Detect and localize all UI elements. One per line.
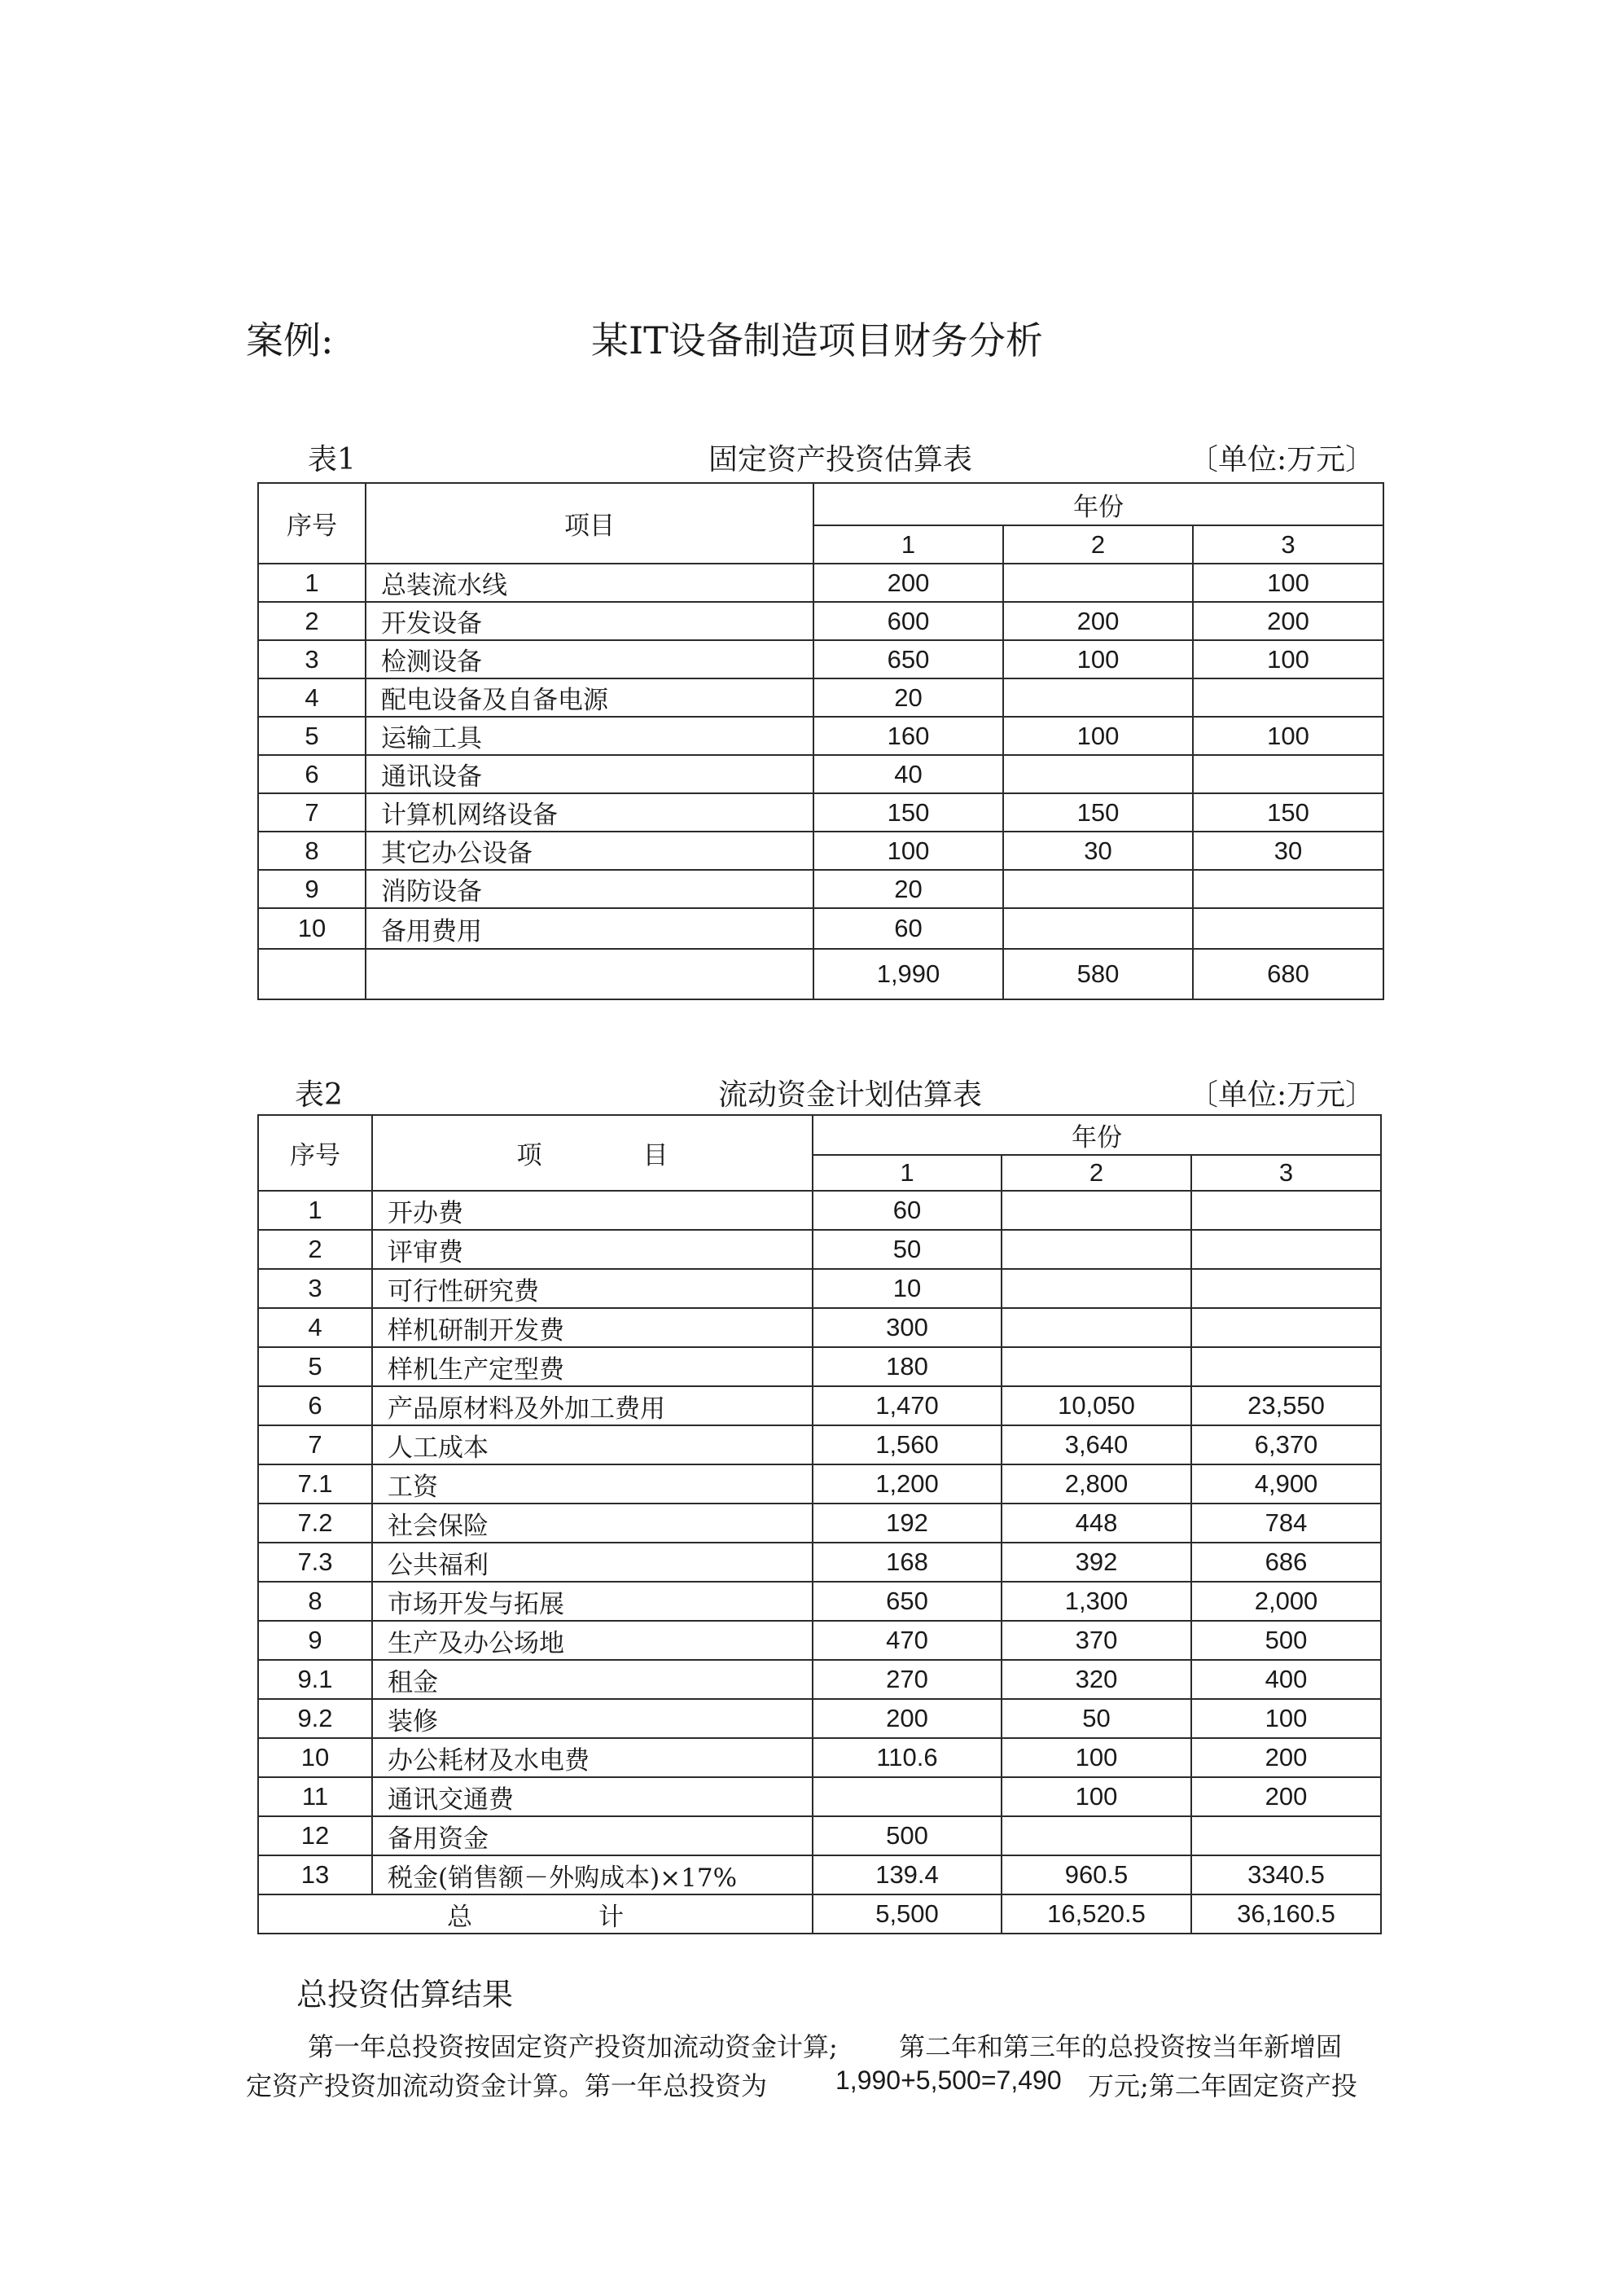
header-year-2: 2 [1002, 1155, 1191, 1191]
table-row [258, 1464, 1381, 1504]
row-year-1: 1,470 [813, 1386, 1002, 1425]
row-year-3: 6,370 [1191, 1425, 1381, 1464]
row-year-2 [1002, 1347, 1191, 1386]
row-seq: 1 [258, 564, 366, 602]
row-year-2 [1003, 755, 1193, 793]
row-seq: 4 [258, 678, 366, 717]
row-year-2: 30 [1003, 832, 1193, 870]
row-year-3 [1191, 1269, 1381, 1308]
row-year-2: 960.5 [1002, 1855, 1191, 1894]
row-year-3: 784 [1191, 1504, 1381, 1543]
row-seq: 13 [258, 1855, 372, 1894]
row-year-2: 100 [1002, 1777, 1191, 1816]
row-year-2: 448 [1002, 1504, 1191, 1543]
row-seq: 12 [258, 1816, 372, 1855]
row-year-3: 400 [1191, 1660, 1381, 1699]
table2-title: 流动资金计划估算表 [718, 1078, 983, 1112]
row-year-2 [1003, 870, 1193, 908]
summary-line2-part1: 定资产投资加流动资金计算。第一年总投资为 [246, 2070, 768, 2101]
summary-heading: 总投资估算结果 [296, 1977, 514, 2013]
total-year-1: 5,500 [813, 1894, 1002, 1934]
table-row [258, 640, 1383, 678]
row-year-1: 100 [813, 832, 1003, 870]
row-year-1: 650 [813, 1582, 1002, 1621]
table-row [258, 1582, 1381, 1621]
row-year-1: 650 [813, 640, 1003, 678]
header-year-3: 3 [1191, 1155, 1381, 1191]
header-seq: 序号 [258, 483, 366, 564]
table2-label: 表2 [295, 1078, 343, 1112]
row-year-3: 200 [1193, 602, 1383, 640]
table-row [258, 793, 1383, 832]
table-row [258, 1347, 1381, 1386]
row-seq: 3 [258, 640, 366, 678]
row-year-3 [1193, 908, 1383, 949]
row-year-3: 200 [1191, 1777, 1381, 1816]
row-seq: 9.1 [258, 1660, 372, 1699]
row-seq: 10 [258, 1738, 372, 1777]
row-item: 通讯设备 [366, 755, 813, 793]
total-year-2: 580 [1003, 949, 1193, 999]
row-year-3: 100 [1191, 1699, 1381, 1738]
row-year-1: 150 [813, 793, 1003, 832]
row-item: 办公耗材及水电费 [372, 1738, 813, 1777]
table-row [258, 1308, 1381, 1347]
row-year-1: 50 [813, 1230, 1002, 1269]
row-seq: 6 [258, 755, 366, 793]
total-row [258, 949, 1383, 999]
table-row [258, 1386, 1381, 1425]
fixed-asset-table [257, 482, 1384, 1000]
table-row [258, 1269, 1381, 1308]
row-year-1: 20 [813, 870, 1003, 908]
row-item: 配电设备及自备电源 [366, 678, 813, 717]
header-year: 年份 [813, 483, 1383, 525]
header-year-3: 3 [1193, 525, 1383, 564]
row-year-2 [1003, 908, 1193, 949]
row-year-1: 40 [813, 755, 1003, 793]
row-year-3: 3340.5 [1191, 1855, 1381, 1894]
table-row [258, 832, 1383, 870]
summary-line1-part2: 第二年和第三年的总投资按当年新增固 [899, 2031, 1343, 2062]
row-year-2: 100 [1003, 717, 1193, 755]
row-item: 人工成本 [372, 1425, 813, 1464]
row-year-2 [1002, 1816, 1191, 1855]
header-item: 项目 [366, 483, 813, 564]
row-year-2: 200 [1003, 602, 1193, 640]
row-year-2: 320 [1002, 1660, 1191, 1699]
row-year-2 [1002, 1191, 1191, 1230]
summary-line1-part1: 第一年总投资按固定资产投资加流动资金计算; [308, 2031, 838, 2062]
row-year-3 [1193, 678, 1383, 717]
row-year-1: 160 [813, 717, 1003, 755]
row-item: 其它办公设备 [366, 832, 813, 870]
row-year-2: 370 [1002, 1621, 1191, 1660]
row-item: 工资 [372, 1464, 813, 1504]
row-year-2 [1003, 678, 1193, 717]
table1-label: 表1 [308, 443, 356, 476]
summary-line2-formula: 1,990+5,500=7,490 [835, 2066, 1062, 2095]
row-item: 消防设备 [366, 870, 813, 908]
row-year-2: 2,800 [1002, 1464, 1191, 1504]
row-item: 开发设备 [366, 602, 813, 640]
row-year-2: 392 [1002, 1543, 1191, 1582]
table-row [258, 1621, 1381, 1660]
row-year-3: 200 [1191, 1738, 1381, 1777]
row-year-1: 600 [813, 602, 1003, 640]
row-seq: 2 [258, 602, 366, 640]
table-row [258, 1738, 1381, 1777]
document-title: 某IT设备制造项目财务分析 [591, 318, 1043, 362]
header-year: 年份 [813, 1115, 1381, 1155]
row-year-3: 4,900 [1191, 1464, 1381, 1504]
header-year-1: 1 [813, 525, 1003, 564]
table-row [258, 564, 1383, 602]
row-year-3 [1191, 1191, 1381, 1230]
table-row [258, 602, 1383, 640]
total-year-3: 36,160.5 [1191, 1894, 1381, 1934]
row-seq: 7.2 [258, 1504, 372, 1543]
table-row [258, 1816, 1381, 1855]
row-year-3 [1191, 1230, 1381, 1269]
row-year-1: 10 [813, 1269, 1002, 1308]
total-seq-cell [258, 949, 366, 999]
row-year-2: 3,640 [1002, 1425, 1191, 1464]
row-year-2: 150 [1003, 793, 1193, 832]
row-seq: 11 [258, 1777, 372, 1816]
table-row [258, 1230, 1381, 1269]
row-year-3: 500 [1191, 1621, 1381, 1660]
table2-body [258, 1191, 1381, 1934]
row-seq: 6 [258, 1386, 372, 1425]
row-seq: 9 [258, 870, 366, 908]
table-row [258, 678, 1383, 717]
table1-unit: 〔单位:万元〕 [1189, 443, 1375, 476]
table2-unit: 〔单位:万元〕 [1189, 1078, 1375, 1112]
row-year-2: 10,050 [1002, 1386, 1191, 1425]
row-seq: 7.1 [258, 1464, 372, 1504]
table-row [258, 1504, 1381, 1543]
row-seq: 3 [258, 1269, 372, 1308]
row-item: 税金(销售额－外购成本)×17% [372, 1855, 813, 1894]
row-item: 可行性研究费 [372, 1269, 813, 1308]
row-seq: 2 [258, 1230, 372, 1269]
table1-body [258, 564, 1383, 999]
row-year-3 [1191, 1816, 1381, 1855]
row-year-1: 200 [813, 1699, 1002, 1738]
row-item: 样机研制开发费 [372, 1308, 813, 1347]
header-seq: 序号 [258, 1115, 372, 1191]
row-year-3: 23,550 [1191, 1386, 1381, 1425]
row-seq: 10 [258, 908, 366, 949]
total-row [258, 1894, 1381, 1934]
total-label: 总 计 [258, 1894, 813, 1934]
header-item: 项 目 [372, 1115, 813, 1191]
row-year-1: 168 [813, 1543, 1002, 1582]
row-year-2 [1002, 1269, 1191, 1308]
table-row [258, 1191, 1381, 1230]
row-year-1 [813, 1777, 1002, 1816]
table-row [258, 1777, 1381, 1816]
row-seq: 8 [258, 1582, 372, 1621]
row-seq: 8 [258, 832, 366, 870]
case-label: 案例: [246, 318, 334, 362]
row-year-1: 1,560 [813, 1425, 1002, 1464]
row-year-2: 1,300 [1002, 1582, 1191, 1621]
row-item: 样机生产定型费 [372, 1347, 813, 1386]
row-year-3: 150 [1193, 793, 1383, 832]
row-seq: 7 [258, 1425, 372, 1464]
row-item: 市场开发与拓展 [372, 1582, 813, 1621]
total-year-2: 16,520.5 [1002, 1894, 1191, 1934]
total-item-cell [366, 949, 813, 999]
row-year-3: 2,000 [1191, 1582, 1381, 1621]
row-year-1: 300 [813, 1308, 1002, 1347]
row-year-3 [1193, 870, 1383, 908]
row-year-1: 1,200 [813, 1464, 1002, 1504]
row-item: 生产及办公场地 [372, 1621, 813, 1660]
row-year-2: 100 [1002, 1738, 1191, 1777]
row-year-3: 686 [1191, 1543, 1381, 1582]
table-row [258, 717, 1383, 755]
total-year-1: 1,990 [813, 949, 1003, 999]
row-year-3: 30 [1193, 832, 1383, 870]
row-year-1: 139.4 [813, 1855, 1002, 1894]
row-year-1: 470 [813, 1621, 1002, 1660]
table-row [258, 1699, 1381, 1738]
header-year-2: 2 [1003, 525, 1193, 564]
row-seq: 5 [258, 1347, 372, 1386]
row-item: 通讯交通费 [372, 1777, 813, 1816]
table-row [258, 1855, 1381, 1894]
row-item: 总装流水线 [366, 564, 813, 602]
row-year-3: 100 [1193, 564, 1383, 602]
row-seq: 7.3 [258, 1543, 372, 1582]
row-year-1: 110.6 [813, 1738, 1002, 1777]
table-row [258, 755, 1383, 793]
total-year-3: 680 [1193, 949, 1383, 999]
row-year-1: 60 [813, 908, 1003, 949]
row-item: 备用资金 [372, 1816, 813, 1855]
row-year-1: 60 [813, 1191, 1002, 1230]
table-row [258, 1660, 1381, 1699]
row-seq: 5 [258, 717, 366, 755]
row-year-3: 100 [1193, 640, 1383, 678]
row-year-3 [1193, 755, 1383, 793]
table-row [258, 1543, 1381, 1582]
table-row [258, 908, 1383, 949]
row-item: 开办费 [372, 1191, 813, 1230]
row-seq: 1 [258, 1191, 372, 1230]
header-year-1: 1 [813, 1155, 1002, 1191]
table-row [258, 1425, 1381, 1464]
row-item: 评审费 [372, 1230, 813, 1269]
row-item: 产品原材料及外加工费用 [372, 1386, 813, 1425]
row-year-3 [1191, 1347, 1381, 1386]
row-year-3 [1191, 1308, 1381, 1347]
row-year-1: 192 [813, 1504, 1002, 1543]
row-year-2 [1002, 1308, 1191, 1347]
row-year-2: 50 [1002, 1699, 1191, 1738]
row-item: 公共福利 [372, 1543, 813, 1582]
row-year-1: 500 [813, 1816, 1002, 1855]
table-row [258, 870, 1383, 908]
row-year-2 [1002, 1230, 1191, 1269]
row-item: 运输工具 [366, 717, 813, 755]
table1-title: 固定资产投资估算表 [708, 443, 973, 476]
row-item: 备用费用 [366, 908, 813, 949]
row-item: 租金 [372, 1660, 813, 1699]
working-capital-table [257, 1114, 1382, 1934]
row-item: 计算机网络设备 [366, 793, 813, 832]
row-item: 检测设备 [366, 640, 813, 678]
row-year-2: 100 [1003, 640, 1193, 678]
row-seq: 4 [258, 1308, 372, 1347]
row-seq: 9.2 [258, 1699, 372, 1738]
row-year-3: 100 [1193, 717, 1383, 755]
row-year-2 [1003, 564, 1193, 602]
row-year-1: 20 [813, 678, 1003, 717]
row-year-1: 270 [813, 1660, 1002, 1699]
summary-line2-part3: 万元;第二年固定资产投 [1088, 2070, 1357, 2101]
row-seq: 7 [258, 793, 366, 832]
row-item: 装修 [372, 1699, 813, 1738]
row-year-1: 180 [813, 1347, 1002, 1386]
row-item: 社会保险 [372, 1504, 813, 1543]
row-seq: 9 [258, 1621, 372, 1660]
row-year-1: 200 [813, 564, 1003, 602]
